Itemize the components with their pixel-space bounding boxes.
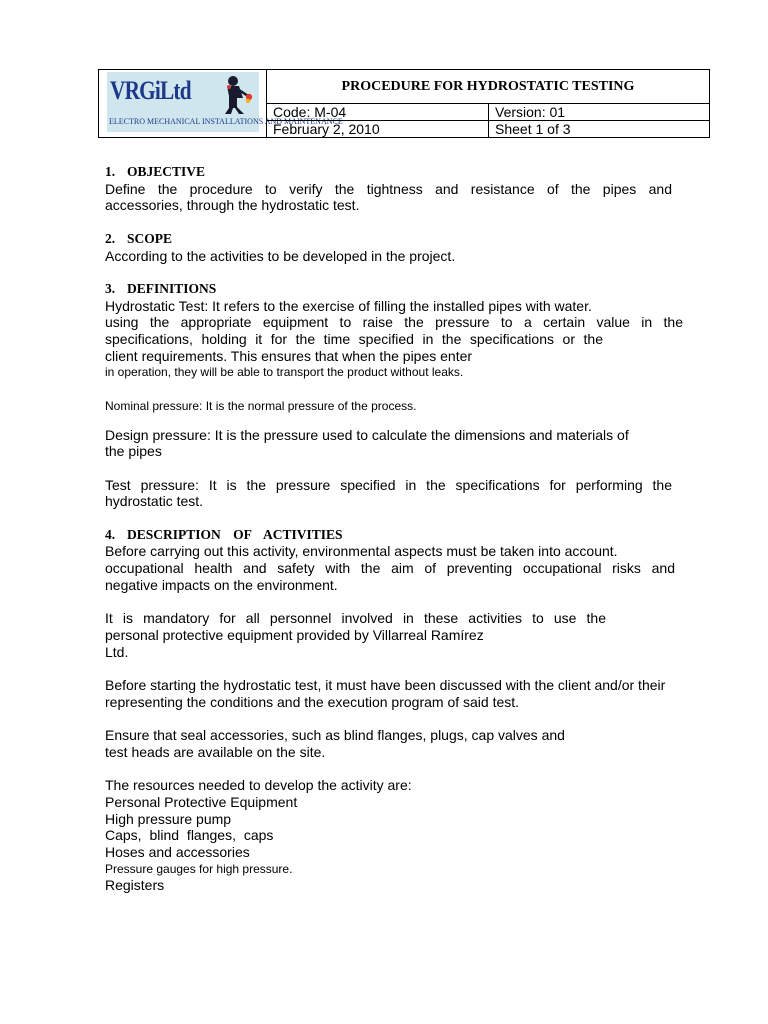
section-title: DESCRIPTION OF ACTIVITIES bbox=[127, 526, 343, 542]
section-heading-scope bbox=[105, 231, 672, 248]
section-heading-objective bbox=[105, 164, 672, 181]
hydrostatic-definition-line: specifications, holding it for the time specified in the specifications or the bbox=[105, 331, 603, 347]
section-heading-definitions bbox=[105, 281, 672, 298]
seal-accessories-line: test heads are available on the site. bbox=[105, 743, 326, 760]
hydrostatic-definition-line: using the appropriate equipment to raise the pressure to a certain value in the bbox=[105, 314, 683, 331]
sheet-cell: Sheet 1 of 3 bbox=[495, 121, 571, 137]
resource-item: Hoses and accessories bbox=[105, 843, 250, 860]
client-discussion-line: representing the conditions and the execution program of said test. bbox=[105, 693, 520, 710]
client-discussion-line: Before starting the hydrostatic test, it must have been discussed with the client and/or their bbox=[105, 676, 666, 693]
nominal-pressure-definition: Nominal pressure: It is the normal pressure of the process. bbox=[105, 398, 417, 413]
design-pressure-line: the pipes bbox=[105, 443, 162, 460]
objective-line: Define the procedure to verify the tightness and resistance of the pipes and bbox=[105, 180, 672, 197]
environment-line: negative impacts on the environment. bbox=[105, 576, 338, 593]
welder-figure-icon bbox=[217, 74, 255, 116]
header-row-date-sheet bbox=[267, 121, 709, 137]
hydrostatic-definition-line: client requirements. This ensures that when the pipes enter bbox=[105, 347, 473, 364]
resource-item: Personal Protective Equipment bbox=[105, 793, 298, 810]
logo-subtitle: ELECTRO MECHANICAL INSTALLATIONS AND MAINTENANCE bbox=[109, 117, 343, 126]
document-body bbox=[105, 164, 683, 894]
resource-item: Caps, blind flanges, caps bbox=[105, 827, 274, 844]
section-number: 3. bbox=[105, 280, 116, 296]
mandatory-ppe-line: Ltd. bbox=[105, 643, 129, 660]
section-number: 2. bbox=[105, 230, 116, 246]
resources-intro: The resources needed to develop the activity are: bbox=[105, 777, 412, 794]
document-header-table bbox=[98, 69, 710, 138]
section-title: OBJECTIVE bbox=[127, 164, 206, 179]
resource-item: Registers bbox=[105, 877, 165, 894]
code-cell: Code: M-04 bbox=[267, 104, 489, 120]
hydrostatic-definition-line: in operation, they will be able to transport the product without leaks. bbox=[105, 365, 464, 380]
seal-accessories-line: Ensure that seal accessories, such as blind flanges, plugs, cap valves and bbox=[105, 727, 565, 744]
date-cell: February 2, 2010 bbox=[267, 121, 489, 137]
resource-item: Pressure gauges for high pressure. bbox=[105, 861, 293, 876]
scope-line: According to the activities to be developed in the project. bbox=[105, 247, 456, 264]
test-pressure-line: Test pressure: It is the pressure specified in the specifications for performing the bbox=[105, 476, 672, 493]
objective-line: accessories, through the hydrostatic test. bbox=[105, 197, 360, 214]
section-number: 4. bbox=[105, 526, 116, 542]
environment-line: occupational health and safety with the aim of preventing occupational risks and bbox=[105, 560, 675, 577]
test-pressure-line: hydrostatic test. bbox=[105, 493, 204, 510]
document-title: PROCEDURE FOR HYDROSTATIC TESTING bbox=[267, 70, 709, 104]
header-row-code-version bbox=[267, 104, 709, 121]
section-title: SCOPE bbox=[127, 230, 173, 246]
section-heading-activities bbox=[105, 527, 672, 544]
hydrostatic-definition-line: Hydrostatic Test: It refers to the exercise of filling the installed pipes with water. bbox=[105, 297, 592, 314]
version-cell: Version: 01 bbox=[495, 104, 566, 120]
environment-line: Before carrying out this activity, environmental aspects must be taken into account. bbox=[105, 543, 618, 560]
mandatory-ppe-line: personal protective equipment provided by Villarreal Ramírez bbox=[105, 626, 484, 643]
section-title: DEFINITIONS bbox=[127, 280, 217, 296]
resource-item: High pressure pump bbox=[105, 810, 232, 827]
mandatory-ppe-line: It is mandatory for all personnel involved in these activities to use the bbox=[105, 610, 606, 627]
section-number: 1. bbox=[105, 164, 116, 179]
logo-text: VRGiLtd bbox=[110, 76, 191, 105]
design-pressure-line: Design pressure: It is the pressure used to calculate the dimensions and materials of bbox=[105, 426, 629, 443]
